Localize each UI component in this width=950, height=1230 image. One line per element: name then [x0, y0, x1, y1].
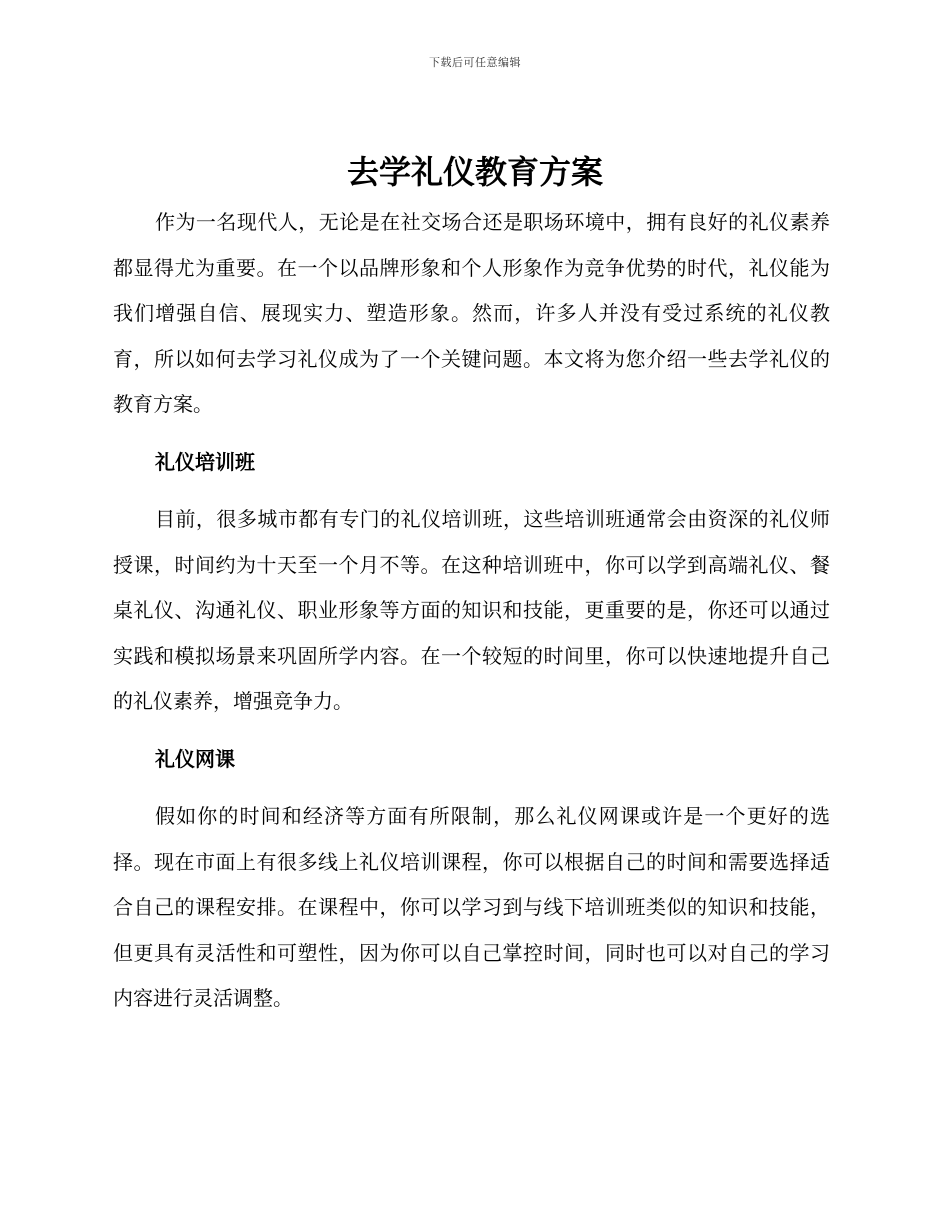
document-body [113, 200, 830, 1022]
section-heading-online-course: 礼仪网课 [155, 746, 235, 771]
spacer [113, 782, 830, 794]
section-body-online-course: 假如你的时间和经济等方面有所限制，那么礼仪网课或许是一个更好的选择。现在市面上有很多线上礼仪培训课程，你可以根据自己的时间和需要选择适合自己的课程安排。在课程中，你可以学习到与线下培训班类似的知识和技能，但更具有灵活性和可塑性，因为你可以自己掌控时间，同时也可以对自己的学习内容进行灵活调整。 [113, 804, 830, 1010]
spacer [113, 428, 830, 440]
document-title: 去学礼仪教育方案 [346, 153, 603, 191]
intro-paragraph: 作为一名现代人，无论是在社交场合还是职场环境中，拥有良好的礼仪素养都显得尤为重要。在一个以品牌形象和个人形象作为竞争优势的时代，礼仪能为我们增强自信、展现实力、塑造形象。然而，许多人并没有受过系统的礼仪教育，所以如何去学习礼仪成为了一个关键问题。本文将为您介绍一些去学礼仪的教育方案。 [113, 210, 830, 416]
section-body-training-class: 目前，很多城市都有专门的礼仪培训班，这些培训班通常会由资深的礼仪师授课，时间约为十天至一个月不等。在这种培训班中，你可以学到高端礼仪、餐桌礼仪、沟通礼仪、职业形象等方面的知识和技能，更重要的是，你还可以通过实践和模拟场景来巩固所学内容。在一个较短的时间里，你可以快速地提升自己的礼仪素养，增强竞争力。 [113, 507, 830, 713]
section-heading-training-class: 礼仪培训班 [155, 449, 255, 474]
page-header-note: 下载后可任意编辑 [429, 56, 521, 69]
spacer [113, 725, 830, 737]
spacer [113, 485, 830, 497]
